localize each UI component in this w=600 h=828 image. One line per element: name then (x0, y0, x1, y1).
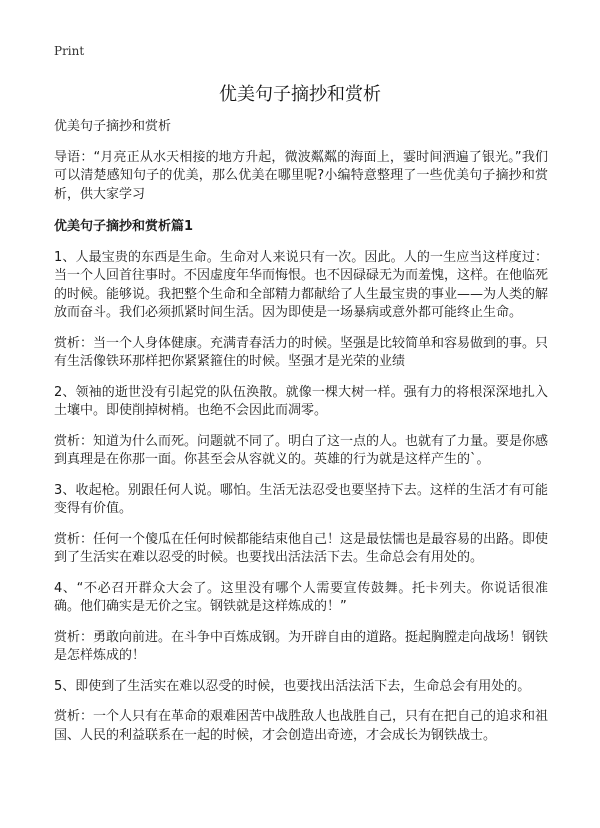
paragraph-commentary-2: 赏析：知道为什么而死。问题就不同了。明白了这一点的人。也就有了力量。要是你感到真理是在你那一面。你甚至会从容就义的。英雄的行为就是这样产生的`。 (54, 433, 549, 467)
paragraph-3: 3、收起枪。别跟任何人说。哪怕。生活无法忍受也要坚持下去。这样的生活才有可能变得有价值。 (54, 482, 548, 516)
article-subtitle: 优美句子摘抄和赏析 (54, 119, 172, 134)
paragraph-1: 1、人最宝贵的东西是生命。生命对人来说只有一次。因此。人的一生应当这样度过：当一个人回首往事时。不因虚度年华而悔恨。也不因碌碌无为而羞愧，这样。在他临死的时候。能够说。我把整个生命和全部精力都献给了人生最宝贵的事业——为人类的解放而奋斗。我们必须抓紧时间生活。因为即使是一场暴病或意外都可能终止生命。 (54, 249, 549, 320)
article-body (54, 118, 548, 757)
paragraph-4: 4、“不必召开群众大会了。这里没有哪个人需要宣传鼓舞。托卡列夫。你说话很准确。他们确实是无价之宝。钢铁就是这样炼成的！” (54, 580, 548, 614)
paragraph-commentary-3: 赏析：任何一个傻瓜在任何时候都能结束他自己！这是最怯懦也是最容易的出路。即使到了生活实在难以忍受的时候。也要找出活法活下去。生命总会有用处的。 (54, 531, 549, 565)
paragraph-5: 5、即使到了生活实在难以忍受的时候，也要找出活法活下去，生命总会有用处的。 (54, 678, 531, 694)
paragraph-commentary-5: 赏析：一个人只有在革命的艰难困苦中战胜敌人也战胜自己，只有在把自己的追求和祖国、人民的利益联系在一起的时候，才会创造出奇迹，才会成长为钢铁战士。 (54, 709, 549, 743)
page-title: 优美句子摘抄和赏析 (219, 84, 381, 105)
paragraph-commentary-4: 赏析：勇敢向前进。在斗争中百炼成钢。为开辟自由的道路。挺起胸膛走向战场！钢铁是怎样炼成的！ (54, 629, 549, 663)
print-link[interactable]: Print (54, 44, 85, 58)
paragraph-2: 2、领袖的逝世没有引起党的队伍涣散。就像一棵大树一样。强有力的将根深深地扎入土壤中。即使削掉树梢。也绝不会因此而凋零。 (54, 384, 548, 418)
intro-paragraph: 导语：“月亮正从水天相接的地方升起，微波粼粼的海面上，霎时间洒遍了银光。”我们可以清楚感知句子的优美，那么优美在哪里呢?小编特意整理了一些优美句子摘抄和赏析，供大家学习 (54, 149, 548, 202)
paragraph-commentary-1: 赏析：当一个人身体健康。充满青春活力的时候。坚强是比较简单和容易做到的事。只有生活像铁环那样把你紧紧箍住的时候。坚强才是光荣的业绩 (54, 335, 549, 369)
section-heading: 优美句子摘抄和赏析篇1 (54, 219, 194, 234)
